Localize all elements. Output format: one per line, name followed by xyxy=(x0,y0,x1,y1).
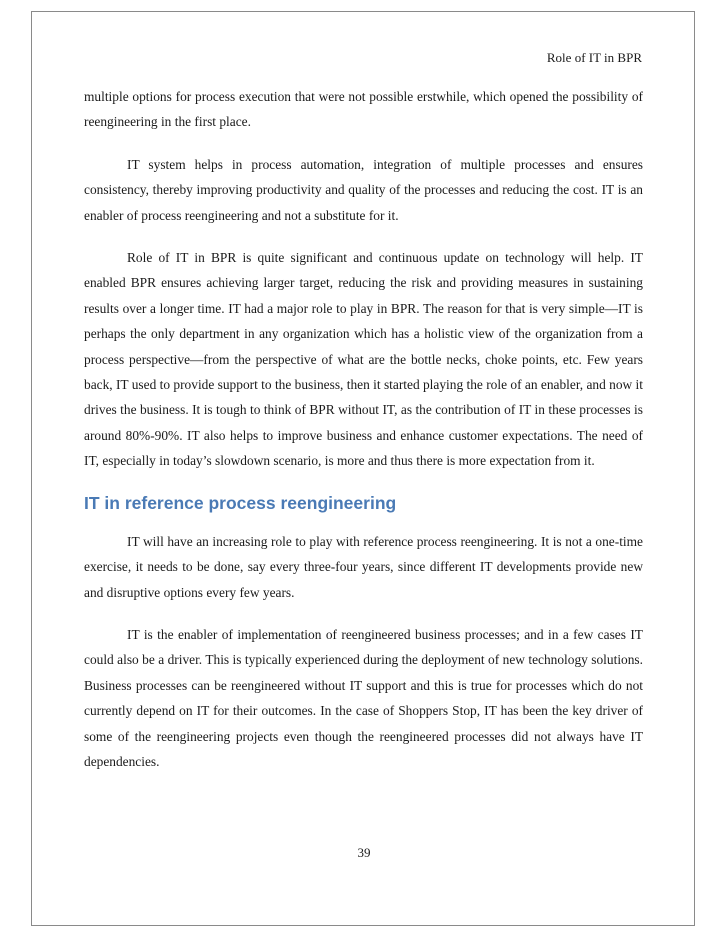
page-number: 39 xyxy=(357,845,371,860)
paragraph-reference-process: IT will have an increasing role to play with reference process reengineering. It is not a one-time exercise, it needs to be done, say every three-four years, since different IT developments provide new and disruptive options every few years. xyxy=(84,533,643,600)
running-header: Role of IT in BPR xyxy=(546,50,642,65)
paragraph-role-of-it: Role of IT in BPR is quite significant and continuous update on technology will help. IT enabled BPR ensures achieving larger target, reducing the risk and providing measures in sustaining results over a longer time. IT had a major role to play in BPR. The reason for that is very simple—IT is perhaps the only department in any organization which has a holistic view of the organization from a process perspective—from the perspective of what are the bottle necks, choke points, etc. Few years back, IT used to provide support to the business, then it started playing the role of an enabler, and now it drives the business. It is tough to think of BPR without IT, as the contribution of IT in these processes is around 80%-90%. IT also helps to improve business and enhance customer expectations. The need of IT, especially in today’s slowdown scenario, is more and thus there is more expectation from it. xyxy=(84,250,643,469)
page-content xyxy=(84,84,643,774)
paragraph-continuation: multiple options for process execution that were not possible erstwhile, which opened the possibility of reengineering in the first place. xyxy=(84,89,643,130)
paragraph-it-system: IT system helps in process automation, integration of multiple processes and ensures consistency, thereby improving productivity and quality of the processes and reducing the cost. IT is an enabler of process reengineering and not a substitute for it. xyxy=(84,156,643,223)
section-heading: IT in reference process reengineering xyxy=(84,492,397,513)
paragraph-it-enabler: IT is the enabler of implementation of reengineered business processes; and in a few cases IT could also be a driver. This is typically experienced during the deployment of new technology solutions. Business processes can be reengineered without IT support and this is true for processes which do not currently depend on IT for their outcomes. In the case of Shoppers Stop, IT has been the key driver of some of the reengineering projects even though the reengineered processes did not always have IT dependencies. xyxy=(84,626,643,769)
